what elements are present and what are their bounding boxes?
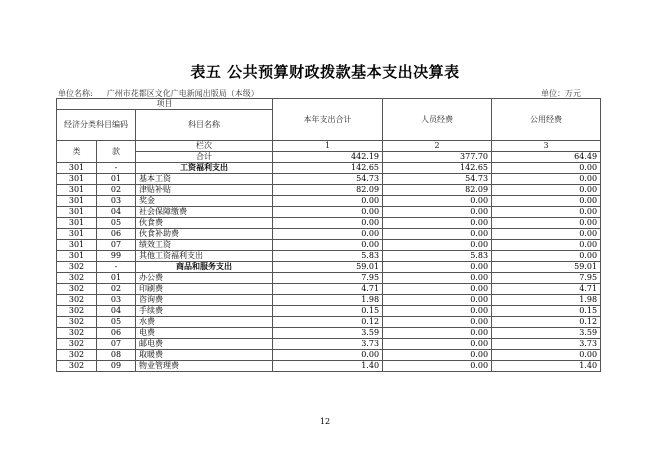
- row-lei: 302: [57, 273, 97, 284]
- table-row: [57, 284, 601, 295]
- row-public: 4.71: [492, 284, 601, 295]
- unit-name: 广州市花都区文化广电新闻出版局（本级）: [106, 89, 259, 98]
- row-personnel: 0.00: [383, 317, 492, 328]
- row-lei: 302: [57, 339, 97, 350]
- row-public: 1.98: [492, 295, 601, 306]
- header-personnel: 人员经费: [383, 99, 492, 141]
- row-subject-name: 取暖费: [136, 350, 273, 361]
- row-personnel: 0.00: [383, 350, 492, 361]
- row-kuan: 03: [97, 196, 136, 207]
- row-kuan: 04: [97, 207, 136, 218]
- total-row: [57, 152, 601, 163]
- table-row: [57, 339, 601, 350]
- table-row: [57, 196, 601, 207]
- row-subject-name: 伙食补助费: [136, 229, 273, 240]
- row-kuan: 07: [97, 240, 136, 251]
- row-lei: 302: [57, 350, 97, 361]
- row-personnel: 0.00: [383, 339, 492, 350]
- header-subject-name: 科目名称: [136, 110, 273, 141]
- row-public: 0.00: [492, 174, 601, 185]
- row-total: 3.73: [273, 339, 383, 350]
- row-public: 0.12: [492, 317, 601, 328]
- header-public: 公用经费: [492, 99, 601, 141]
- row-public: 0.00: [492, 240, 601, 251]
- total-label: 合计: [136, 152, 273, 163]
- row-personnel: 82.09: [383, 185, 492, 196]
- row-personnel: 0.00: [383, 361, 492, 372]
- row-public: 0.00: [492, 229, 601, 240]
- row-personnel: 0.00: [383, 273, 492, 284]
- row-lei: 302: [57, 306, 97, 317]
- row-total: 0.00: [273, 350, 383, 361]
- header-col3: 3: [492, 141, 601, 152]
- row-kuan: 06: [97, 328, 136, 339]
- row-public: 0.00: [492, 218, 601, 229]
- row-personnel: 0.00: [383, 262, 492, 273]
- header-col2: 2: [383, 141, 492, 152]
- table-row: [57, 218, 601, 229]
- table-row: [57, 240, 601, 251]
- row-total: 0.12: [273, 317, 383, 328]
- row-total: 1.98: [273, 295, 383, 306]
- header-row-lanci: [57, 141, 601, 152]
- row-kuan: 09: [97, 361, 136, 372]
- row-personnel: 0.00: [383, 207, 492, 218]
- row-personnel: 0.00: [383, 295, 492, 306]
- row-lei: 302: [57, 317, 97, 328]
- row-total: 54.73: [273, 174, 383, 185]
- row-public: 0.00: [492, 196, 601, 207]
- row-kuan: 03: [97, 295, 136, 306]
- row-kuan: 04: [97, 306, 136, 317]
- row-subject-name: 商品和服务支出: [136, 262, 273, 273]
- row-lei: 301: [57, 251, 97, 262]
- row-lei: 301: [57, 229, 97, 240]
- row-subject-name: 基本工资: [136, 174, 273, 185]
- table-row: [57, 207, 601, 218]
- row-public: 7.95: [492, 273, 601, 284]
- row-personnel: 5.83: [383, 251, 492, 262]
- table-row: [57, 317, 601, 328]
- row-total: 0.15: [273, 306, 383, 317]
- table-row: [57, 328, 601, 339]
- header-row-item: [57, 99, 601, 110]
- row-public: 59.01: [492, 262, 601, 273]
- table-row: [57, 229, 601, 240]
- row-total: 4.71: [273, 284, 383, 295]
- currency-unit: 单位：万元: [541, 89, 581, 98]
- row-lei: 301: [57, 207, 97, 218]
- row-subject-name: 咨询费: [136, 295, 273, 306]
- row-subject-name: 其他工资福利支出: [136, 251, 273, 262]
- table-row: [57, 273, 601, 284]
- row-subject-name: 水费: [136, 317, 273, 328]
- row-total: 3.59: [273, 328, 383, 339]
- row-kuan: 01: [97, 273, 136, 284]
- table-row: [57, 262, 601, 273]
- row-lei: 301: [57, 218, 97, 229]
- row-public: 3.73: [492, 339, 601, 350]
- row-subject-name: 伙食费: [136, 218, 273, 229]
- total-public: 64.49: [492, 152, 601, 163]
- row-personnel: 0.00: [383, 229, 492, 240]
- row-lei: 301: [57, 174, 97, 185]
- row-subject-name: 电费: [136, 328, 273, 339]
- row-total: 0.00: [273, 229, 383, 240]
- header-econ-code: 经济分类科目编码: [57, 110, 136, 141]
- row-total: 82.09: [273, 185, 383, 196]
- expenditure-table: [56, 98, 601, 372]
- table-row: [57, 295, 601, 306]
- row-subject-name: 物业管理费: [136, 361, 273, 372]
- row-personnel: 0.00: [383, 196, 492, 207]
- row-personnel: 0.00: [383, 284, 492, 295]
- row-personnel: 142.65: [383, 163, 492, 174]
- row-kuan: 02: [97, 185, 136, 196]
- row-public: 0.00: [492, 163, 601, 174]
- row-total: 5.83: [273, 251, 383, 262]
- row-kuan: 99: [97, 251, 136, 262]
- row-kuan: 06: [97, 229, 136, 240]
- table-row: [57, 185, 601, 196]
- header-lanci: 栏次: [136, 141, 273, 152]
- row-lei: 301: [57, 240, 97, 251]
- row-kuan: -: [97, 163, 136, 174]
- row-lei: 302: [57, 262, 97, 273]
- row-public: 0.00: [492, 207, 601, 218]
- table-row: [57, 174, 601, 185]
- row-subject-name: 印刷费: [136, 284, 273, 295]
- row-total: 0.00: [273, 196, 383, 207]
- row-subject-name: 办公费: [136, 273, 273, 284]
- row-subject-name: 手续费: [136, 306, 273, 317]
- row-kuan: -: [97, 262, 136, 273]
- table-row: [57, 361, 601, 372]
- row-public: 1.40: [492, 361, 601, 372]
- row-subject-name: 社会保障缴费: [136, 207, 273, 218]
- header-lei: 类: [57, 141, 97, 163]
- row-subject-name: 邮电费: [136, 339, 273, 350]
- header-col1: 1: [273, 141, 383, 152]
- row-total: 7.95: [273, 273, 383, 284]
- header-total: 本年支出合计: [273, 99, 383, 141]
- table-row: [57, 350, 601, 361]
- row-personnel: 0.00: [383, 306, 492, 317]
- unit-label: 单位名称:: [58, 89, 93, 98]
- row-personnel: 54.73: [383, 174, 492, 185]
- row-kuan: 07: [97, 339, 136, 350]
- row-kuan: 05: [97, 218, 136, 229]
- row-public: 0.15: [492, 306, 601, 317]
- row-lei: 302: [57, 284, 97, 295]
- row-personnel: 0.00: [383, 218, 492, 229]
- row-total: 142.65: [273, 163, 383, 174]
- table-row: [57, 163, 601, 174]
- row-personnel: 0.00: [383, 328, 492, 339]
- row-total: 0.00: [273, 240, 383, 251]
- total-value: 442.19: [273, 152, 383, 163]
- row-subject-name: 津贴补贴: [136, 185, 273, 196]
- row-subject-name: 奖金: [136, 196, 273, 207]
- row-subject-name: 工资福利支出: [136, 163, 273, 174]
- header-item: 项目: [57, 99, 273, 110]
- table-row: [57, 306, 601, 317]
- row-public: 3.59: [492, 328, 601, 339]
- row-personnel: 0.00: [383, 240, 492, 251]
- row-lei: 302: [57, 361, 97, 372]
- row-kuan: 02: [97, 284, 136, 295]
- row-total: 1.40: [273, 361, 383, 372]
- row-public: 0.00: [492, 350, 601, 361]
- row-kuan: 05: [97, 317, 136, 328]
- row-kuan: 01: [97, 174, 136, 185]
- row-total: 0.00: [273, 218, 383, 229]
- report-title: 表五 公共预算财政拨款基本支出决算表: [190, 63, 460, 81]
- row-lei: 301: [57, 196, 97, 207]
- row-subject-name: 绩效工资: [136, 240, 273, 251]
- row-lei: 301: [57, 163, 97, 174]
- table-row: [57, 251, 601, 262]
- row-public: 0.00: [492, 185, 601, 196]
- total-personnel: 377.70: [383, 152, 492, 163]
- row-lei: 302: [57, 295, 97, 306]
- row-kuan: 08: [97, 350, 136, 361]
- row-lei: 302: [57, 328, 97, 339]
- row-lei: 301: [57, 185, 97, 196]
- page-number: 12: [319, 417, 331, 426]
- row-public: 0.00: [492, 251, 601, 262]
- header-kuan: 款: [97, 141, 136, 163]
- row-total: 0.00: [273, 207, 383, 218]
- row-total: 59.01: [273, 262, 383, 273]
